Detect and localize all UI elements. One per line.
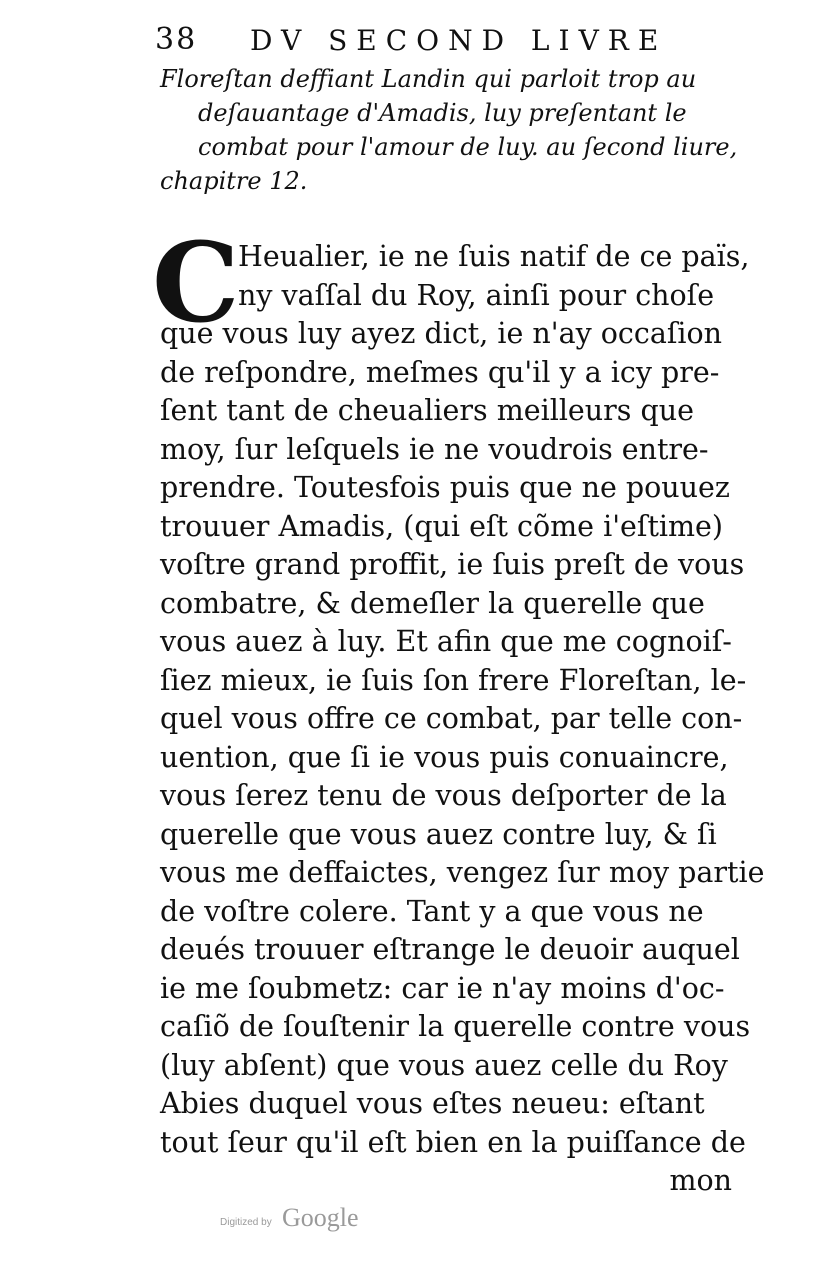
summary-line: Floreſtan deffiant Landin qui parloit trop au — [160, 65, 697, 93]
chapter-summary — [160, 62, 740, 198]
body-line: tout ſeur qu'il eſt bien en la puiſſance de — [160, 1125, 746, 1159]
body-line: querelle que vous auez contre luy, & ſi — [160, 817, 717, 851]
body-line: ſent tant de cheualiers meilleurs que — [160, 394, 694, 427]
body-line: caſiõ de ſouſtenir la querelle contre vous — [160, 1010, 751, 1043]
body-line: vous ſerez tenu de vous deſporter de la — [160, 779, 727, 812]
body-line: Abies duquel vous eſtes neueu: eſtant — [160, 1087, 705, 1120]
body-line: combatre, & demeſler la querelle que — [160, 586, 705, 620]
watermark-caption: Digitized by — [220, 1217, 272, 1228]
body-line: ſiez mieux, ie ſuis ſon frere Floreſtan, le- — [160, 663, 747, 697]
body-line: vous auez à luy. Et afin que me cognoiſ- — [160, 625, 732, 658]
summary-line: chapitre 12. — [160, 167, 308, 195]
body-line: que vous luy ayez dict, ie n'ay occaſion — [160, 317, 723, 350]
body-line: ie me ſoubmetz: car ie n'ay moins d'oc- — [160, 971, 725, 1005]
body-line: prendre. Toutesfois puis que ne pouuez — [160, 471, 730, 504]
running-head — [155, 22, 735, 62]
body-line: moy, ſur leſquels ie ne voudrois entre- — [160, 432, 709, 466]
drop-cap: C — [152, 218, 240, 347]
body-line: quel vous offre ce combat, par telle con- — [160, 702, 743, 735]
body-line: de reſpondre, meſmes qu'il y a icy pre- — [160, 355, 720, 389]
body-line: uention, que ſi ie vous puis conuaincre, — [160, 740, 729, 774]
body-line: (luy abſent) que vous auez celle du Roy — [160, 1048, 728, 1082]
body-line: voſtre grand proffit, ie ſuis preſt de vous — [160, 548, 745, 581]
running-title: DV SECOND LIVRE — [250, 24, 668, 57]
summary-line: deſauantage d'Amadis, luy preſentant le — [198, 99, 687, 127]
catchword: mon — [669, 1164, 732, 1197]
body-line: ny vaſſal du Roy, ainſi pour choſe — [238, 278, 715, 312]
body-line: de voſtre colere. Tant y a que vous ne — [160, 894, 704, 928]
body-text — [160, 238, 765, 1201]
digitized-watermark — [220, 1203, 420, 1243]
body-line: vous me deffaictes, vengez ſur moy partie — [160, 856, 765, 889]
body-line: Heualier, ie ne ſuis natif de ce païs, — [238, 240, 750, 273]
body-line: deués trouuer eſtrange le deuoir auquel — [160, 933, 740, 966]
body-line: trouuer Amadis, (qui eſt cõme i'eſtime) — [160, 509, 724, 543]
page-number: 38 — [155, 22, 198, 57]
summary-line: combat pour l'amour de luy. au ſecond liure, — [198, 133, 738, 161]
google-logo: Google — [282, 1203, 359, 1232]
